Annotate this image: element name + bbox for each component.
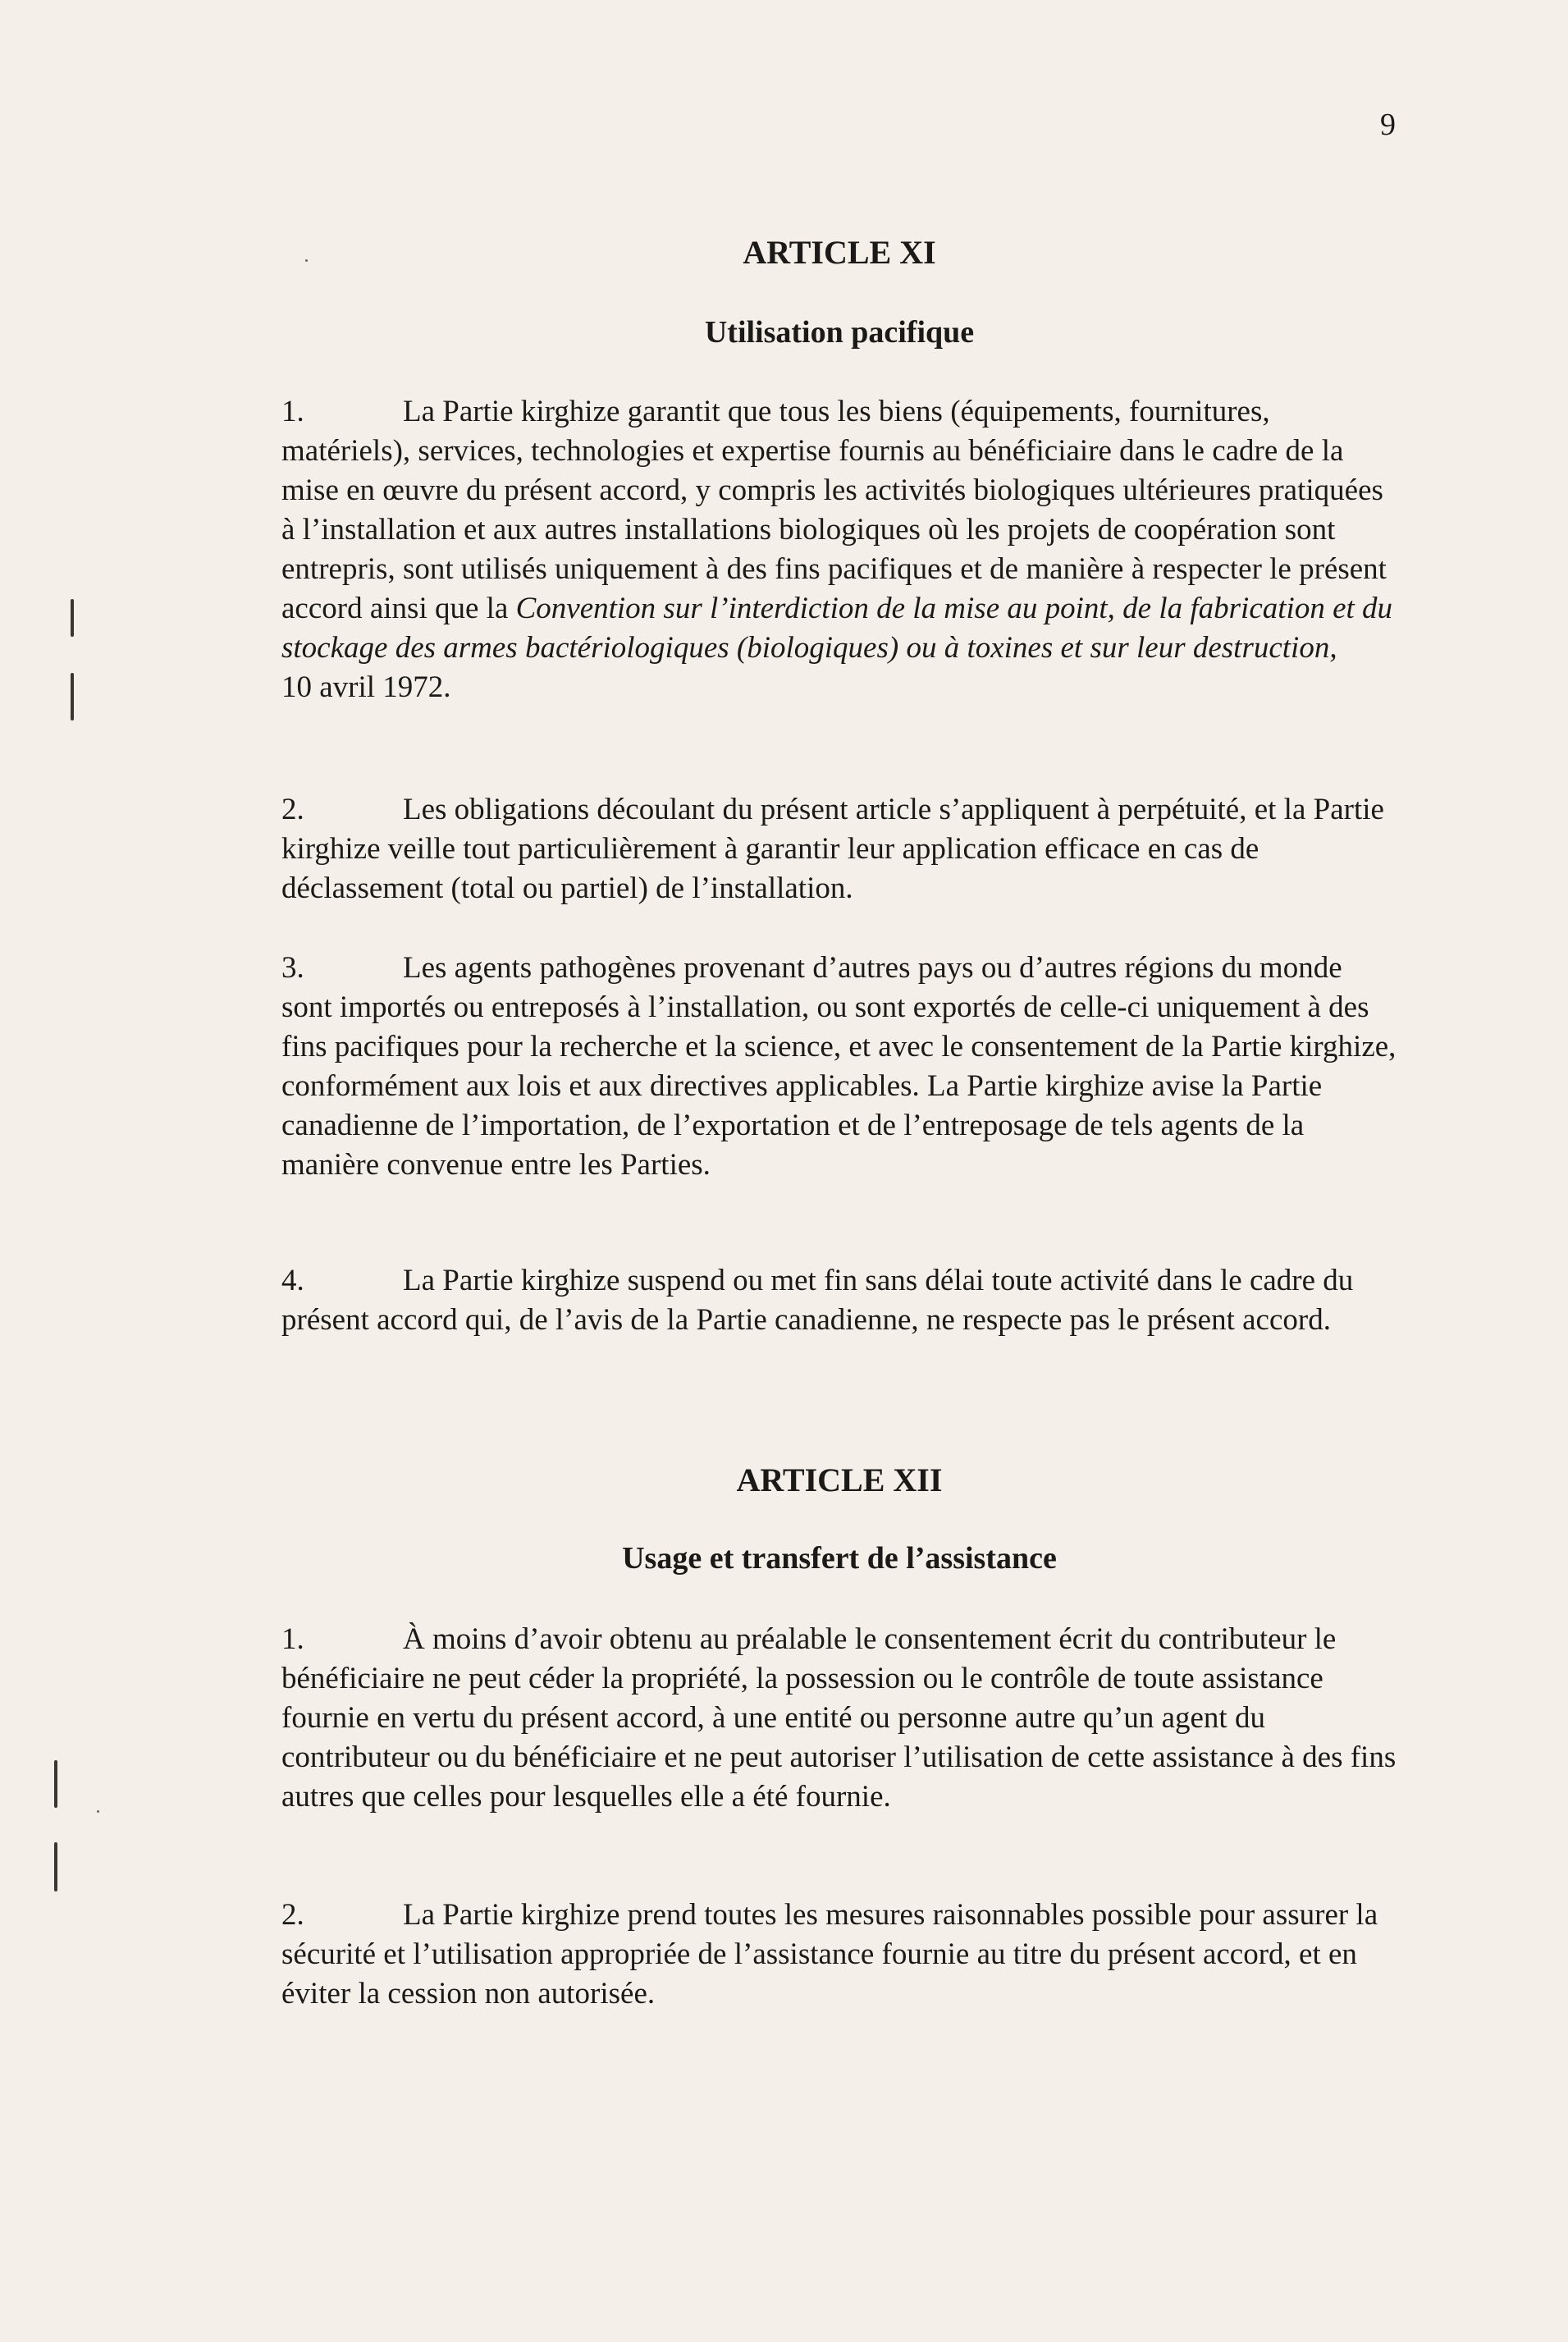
article-xi-paragraph-1	[281, 392, 1397, 707]
paragraph-number: 1.	[281, 1622, 304, 1656]
margin-mark	[71, 599, 74, 637]
article-xi-paragraph-3	[281, 949, 1397, 1185]
article-xi-subheading: Utilisation pacifique	[704, 315, 975, 350]
paragraph-text: Les agents pathogènes provenant d’autres pays ou d’autres régions du monde sont importés ou entreposés à l’installation, ou sont exportés de celle-ci uniquement à des fins pacifiques pour la recherche et la science, et avec le consentement de la Partie kirghize, conformément aux lois et aux directives applicables. La Partie kirghize avise la Partie canadienne de l’importation, de l’exportation et de l’entreposage de tels agents de la manière convenue entre les Parties.	[281, 951, 1397, 1182]
margin-mark	[54, 1842, 57, 1891]
margin-mark	[54, 1760, 57, 1808]
article-xii-heading: ARTICLE XII	[736, 1461, 943, 1498]
article-xii-paragraph-1	[281, 1620, 1397, 1817]
speck	[97, 1810, 99, 1813]
paragraph-text: La Partie kirghize prend toutes les mesures raisonnables possible pour assurer la sécurité et l’utilisation appropriée de l’assistance fournie au titre du présent accord, et en éviter la cession non autorisée.	[281, 1898, 1378, 2010]
article-xii-paragraph-2	[281, 1896, 1397, 2014]
paragraph-text: La Partie kirghize suspend ou met fin sans délai toute activité dans le cadre du présent accord qui, de l’avis de la Partie canadienne, ne respecte pas le présent accord.	[281, 1264, 1354, 1337]
page-number: 9	[1380, 107, 1396, 142]
paragraph-number: 1.	[281, 395, 304, 428]
margin-mark	[71, 673, 74, 720]
article-xi-heading: ARTICLE XI	[743, 234, 936, 271]
paragraph-number: 3.	[281, 951, 304, 985]
article-xii-subheading: Usage et transfert de l’assistance	[622, 1541, 1057, 1576]
paragraph-number: 2.	[281, 793, 304, 826]
article-xi-paragraph-4	[281, 1261, 1397, 1340]
paragraph-number: 2.	[281, 1898, 304, 1932]
article-xi-paragraph-2	[281, 790, 1397, 908]
paragraph-text: À moins d’avoir obtenu au préalable le consentement écrit du contributeur le bénéficiaire ne peut céder la propriété, la possession ou le contrôle de toute assistance fournie en vertu du présent accord, à une entité ou personne autre qu’un agent du contributeur ou du bénéficiaire et ne peut autoriser l’utilisation de cette assistance à des fins autres que celles pour lesquelles elle a été fournie.	[281, 1622, 1397, 1814]
convention-date: 10 avril 1972.	[281, 670, 451, 704]
paragraph-text: Les obligations découlant du présent article s’appliquent à perpétuité, et la Partie kirghize veille tout particulièrement à garantir leur application efficace en cas de déclassement (total ou partiel) de l’installation.	[281, 793, 1384, 905]
paragraph-number: 4.	[281, 1264, 304, 1297]
paragraph-text: La Partie kirghize garantit que tous les biens (équipements, fournitures, matériels), services, technologies et expertise fournis au bénéficiaire dans le cadre de la mise en œuvre du présent accord, y compris les activités biologiques ultérieures pratiquées à l’installation et aux autres installations biologiques où les projets de coopération sont entrepris, sont utilisés uniquement à des fins pacifiques et de manière à respecter le présent accord ainsi que la	[281, 395, 1387, 625]
convention-title: Convention sur l’interdiction de la mise au point, de la fabrication et du stockage des armes bactériologiques (biologiques) ou à toxines et sur leur destruction,	[281, 592, 1393, 665]
